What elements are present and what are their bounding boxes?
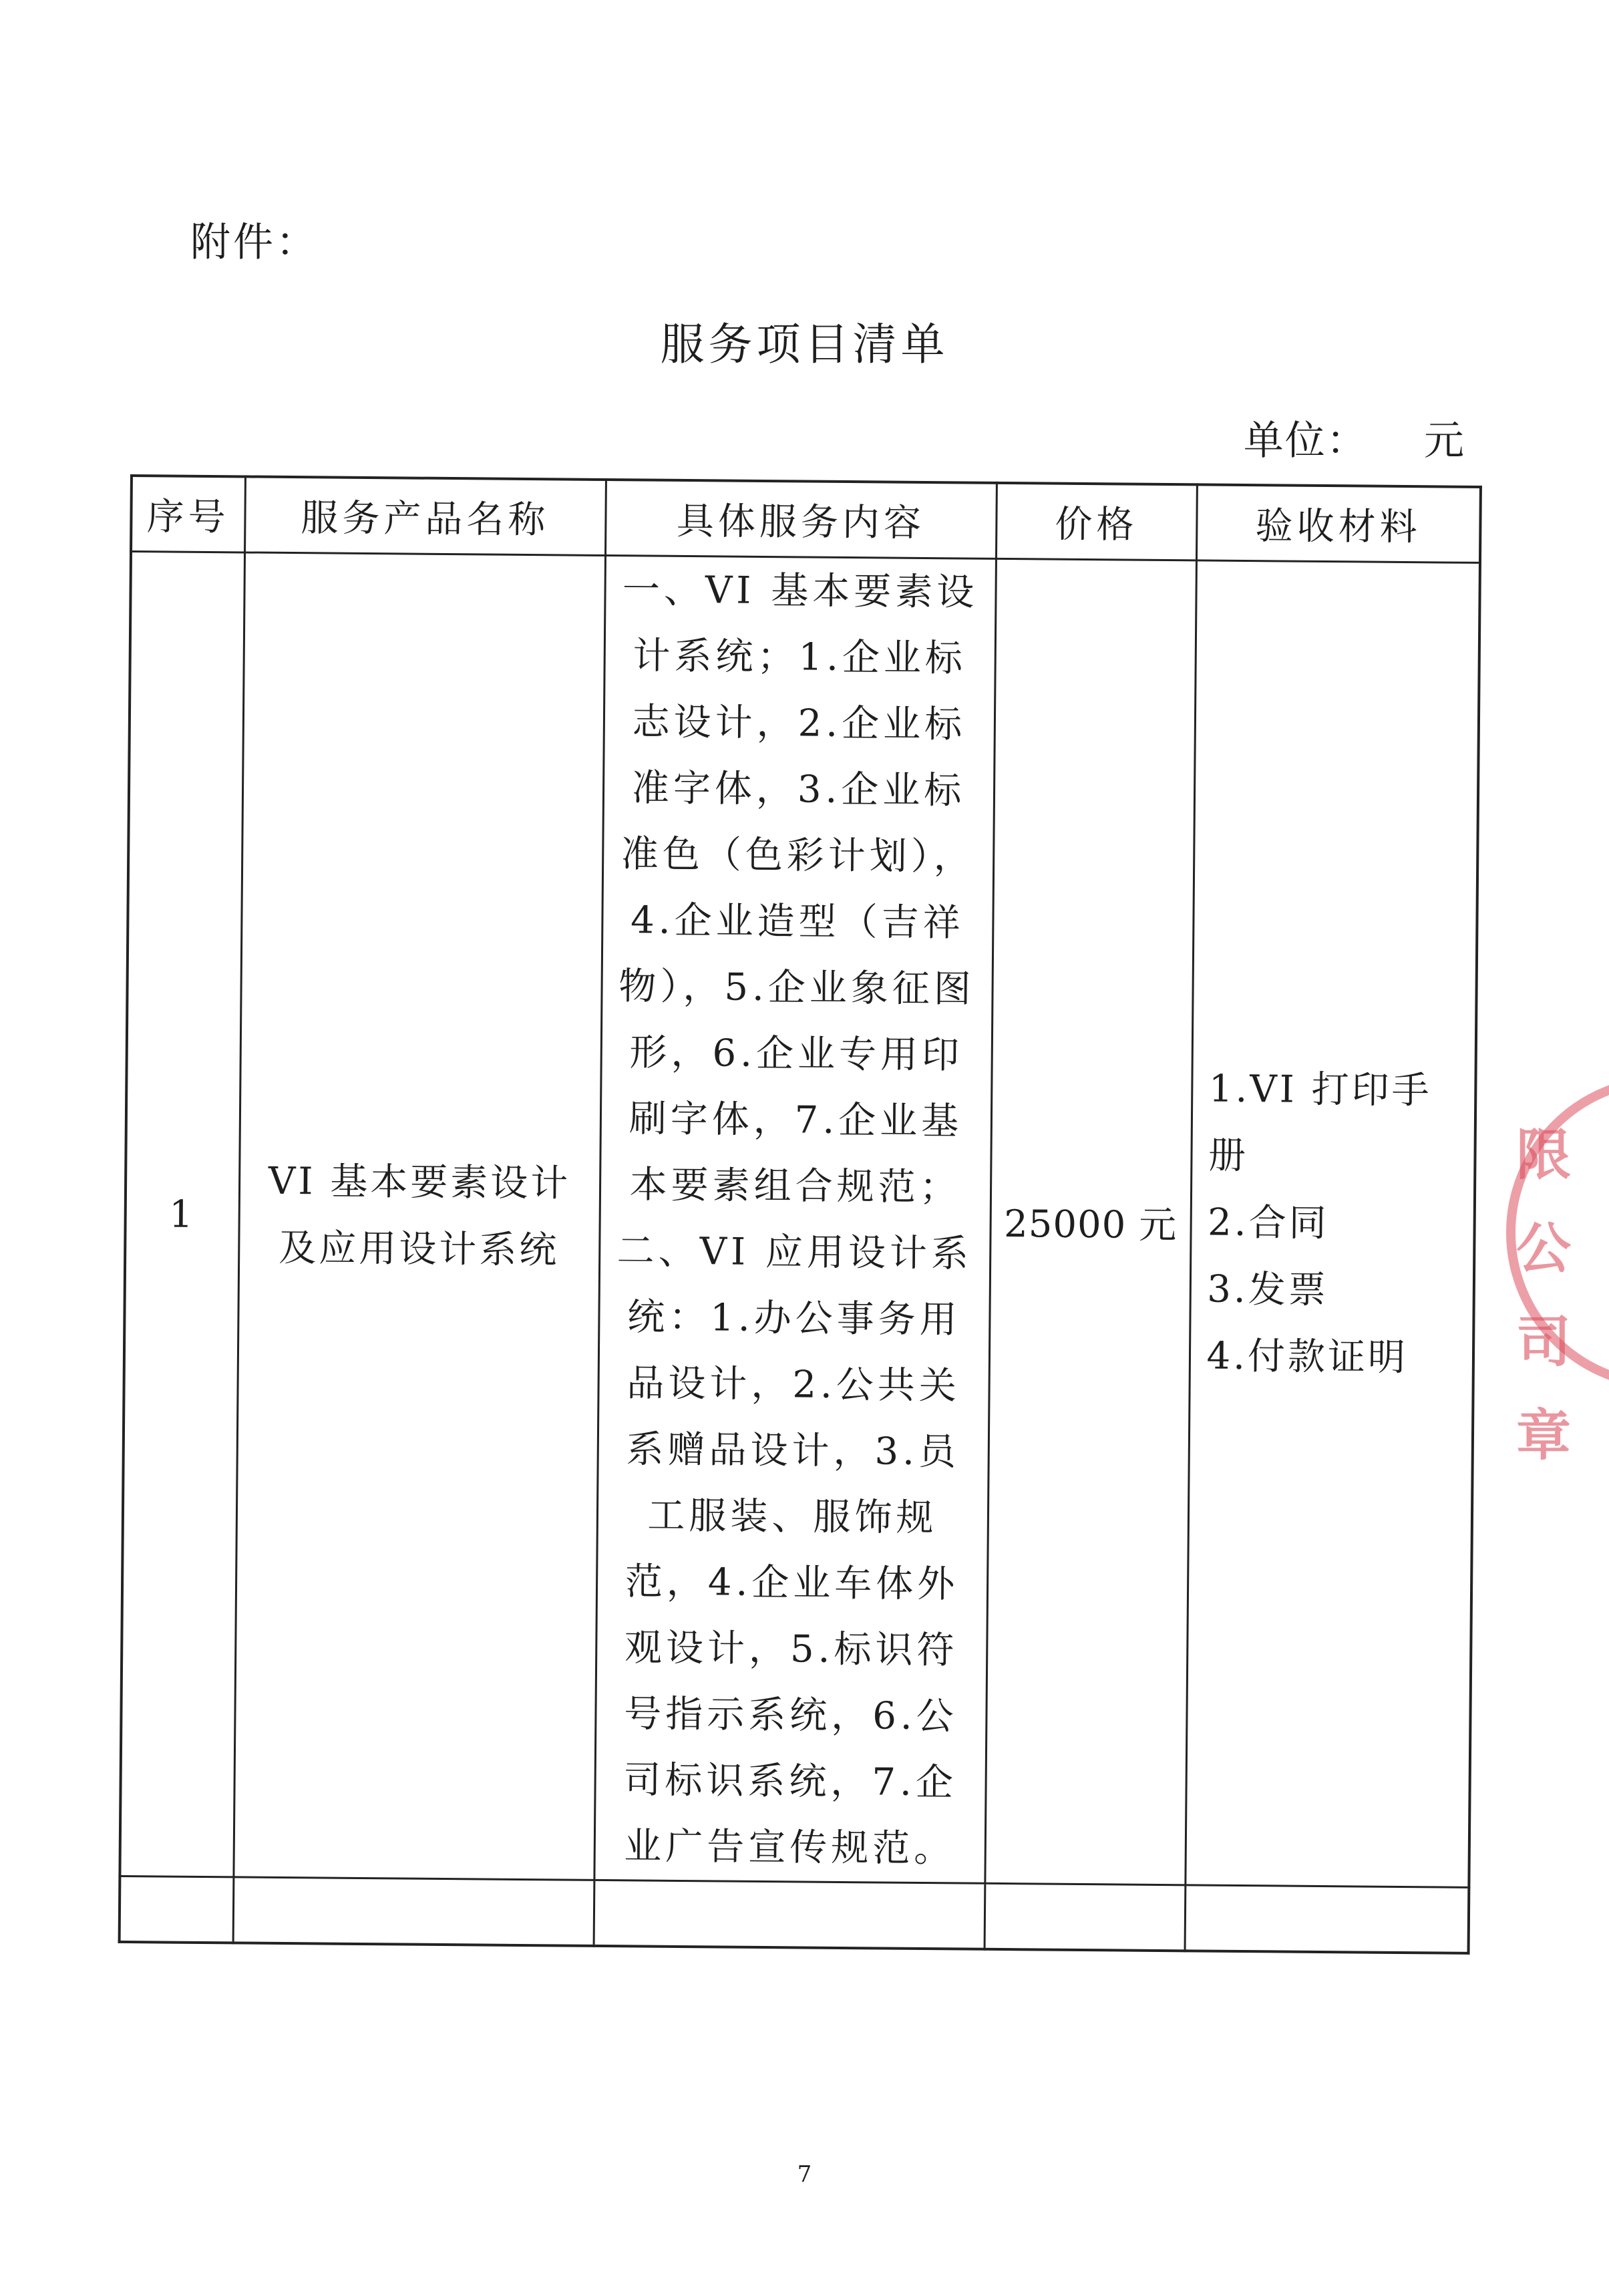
seal-text: 章 (1516, 1404, 1572, 1468)
page-number: 7 (797, 2161, 812, 2188)
empty-cell (594, 1880, 985, 1949)
row-index: 1 (120, 552, 244, 1877)
header-acceptance: 验收材料 (1196, 484, 1481, 562)
empty-cell (1185, 1885, 1469, 1953)
empty-cell (233, 1877, 594, 1946)
acceptance-materials (1185, 560, 1480, 1887)
document-title: 服务项目清单 (660, 319, 949, 370)
unit-value: 元 (1424, 418, 1465, 464)
header-product-name: 服务产品名称 (244, 476, 606, 555)
service-content: 一、VI 基本要素设计系统；1.企业标志设计，2.企业标准字体，3.企业标准色（色彩计划），4.企业造型（吉祥物），5.企业象征图形，6.企业专用印刷字体，7.企业基本要素组合规范；二、VI 应用设计系统：1.办公事务用品设计，2.公共关系赠品设计，3.员工服装、服饰规范，4.企业车体外观设计，5.标识符号指示系统，6.公司标识系统，7.企业广告宣传规范。 (594, 555, 996, 1883)
service-table (119, 474, 1479, 1871)
table-row (120, 552, 1480, 1888)
header-index: 序号 (131, 476, 245, 552)
product-name: VI 基本要素设计及应用设计系统 (233, 552, 605, 1880)
acceptance-item: 1.VI 打印手册 (1208, 1067, 1432, 1178)
company-seal-text (1516, 1109, 1609, 1483)
price: 25000 元 (985, 558, 1196, 1884)
table-header-row (131, 476, 1481, 562)
header-price: 价格 (996, 483, 1197, 560)
acceptance-item: 2.合同 (1207, 1200, 1329, 1246)
seal-text: 限公司 (1516, 1124, 1572, 1374)
empty-cell (120, 1876, 234, 1943)
unit-label: 单位： (1243, 418, 1368, 464)
unit-line (1244, 409, 1465, 466)
table-row-empty (120, 1876, 1469, 1953)
empty-cell (985, 1883, 1186, 1951)
acceptance-item: 4.付款证明 (1206, 1334, 1409, 1380)
attachment-label: 附件： (190, 219, 319, 266)
header-service-content: 具体服务内容 (605, 480, 997, 558)
acceptance-item: 3.发票 (1207, 1267, 1329, 1313)
